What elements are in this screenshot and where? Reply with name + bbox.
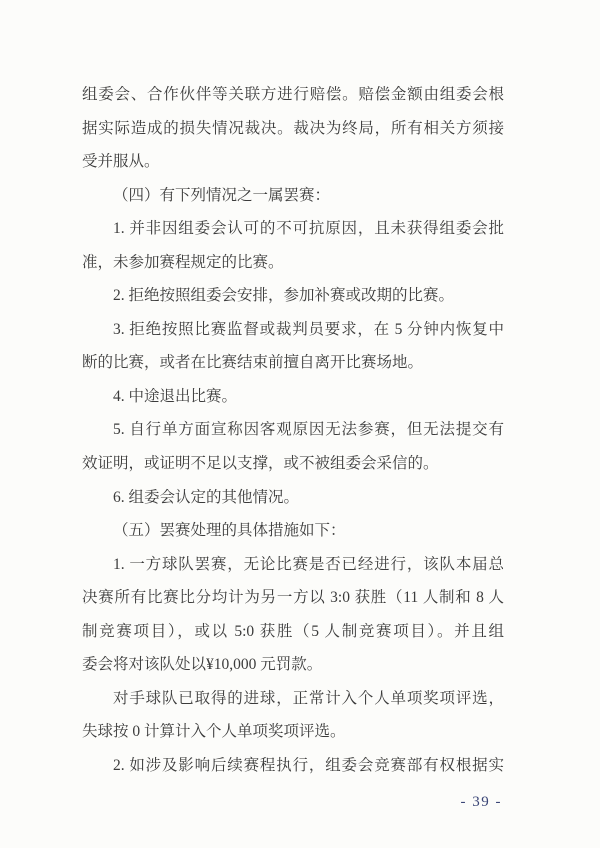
text-line: （四）有下列情况之一属罢赛：: [113, 186, 331, 204]
text-line: 6. 组委会认定的其他情况。: [113, 488, 300, 506]
text-line: 准，未参加赛程规定的比赛。: [82, 253, 284, 271]
text-line: 制竞赛项目），或以 5:0 获胜（5 人制竞赛项目）。并且组: [82, 622, 504, 640]
text-line: 组委会、合作伙伴等关联方进行赔偿。赔偿金额由组委会根: [82, 86, 504, 103]
text-line: 决赛所有比赛比分均计为另一方以 3:0 获胜（11 人制和 8 人: [82, 589, 504, 607]
page-number: - 39 -: [460, 794, 502, 810]
text-line: 据实际造成的损失情况裁决。裁决为终局，所有相关方须接: [82, 119, 504, 137]
text-line: 受并服从。: [82, 153, 160, 171]
text-line: 2. 如涉及影响后续赛程执行，组委会竞赛部有权根据实: [113, 756, 504, 774]
text-line: 5. 自行单方面宣称因客观原因无法参赛，但无法提交有: [113, 421, 504, 439]
text-line: 对手球队已取得的进球，正常计入个人单项奖项评选，: [113, 689, 504, 707]
text-line: （五）罢赛处理的具体措施如下：: [113, 522, 346, 540]
text-line: 3. 拒绝按照比赛监督或裁判员要求，在 5 分钟内恢复中: [113, 320, 504, 338]
text-line: 效证明，或证明不足以支撑，或不被组委会采信的。: [82, 455, 439, 473]
text-line: 2. 拒绝按照组委会安排，参加补赛或改期的比赛。: [113, 287, 455, 305]
text-line: 1. 一方球队罢赛，无论比赛是否已经进行，该队本届总: [113, 555, 504, 573]
text-line: 1. 并非因组委会认可的不可抗原因，且未获得组委会批: [113, 220, 504, 238]
document-text-block: [82, 78, 504, 782]
text-line: 委会将对该队处以¥10,000 元罚款。: [82, 656, 323, 674]
text-line: 断的比赛，或者在比赛结束前擅自离开比赛场地。: [82, 354, 424, 372]
text-line: 失球按 0 计算计入个人单项奖项评选。: [82, 723, 346, 741]
text-line: 4. 中途退出比赛。: [113, 387, 238, 405]
